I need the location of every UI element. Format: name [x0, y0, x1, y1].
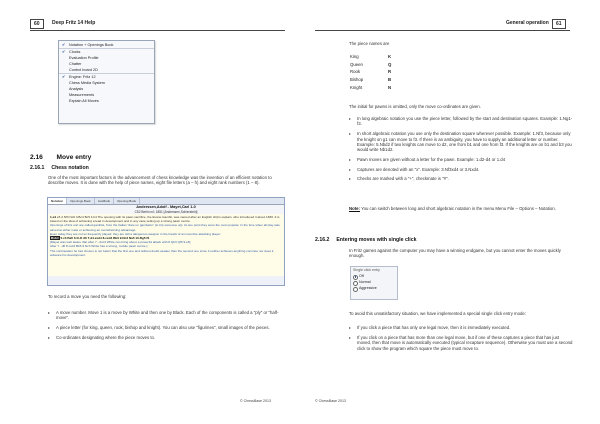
radio-option-label: Aggressive	[359, 286, 377, 290]
bullet-arrow-icon: ▸	[48, 334, 51, 340]
notation-tab[interactable]: Opening Book	[114, 198, 140, 204]
radio-option-label: Normal	[359, 280, 371, 284]
notation-tab[interactable]: Notation	[48, 198, 67, 204]
bullet-item	[349, 167, 574, 172]
bullet-item	[349, 157, 574, 162]
footer-left: © ChessBase 2013	[240, 399, 272, 403]
subsection-title-2: Entering moves with single click	[336, 237, 417, 243]
radio-option-label: Off	[359, 274, 364, 278]
notation-tabs	[48, 198, 284, 205]
section-heading	[30, 154, 91, 161]
piece-table	[350, 53, 391, 91]
page-number-left: 60	[30, 19, 44, 29]
piece-name: Bishop	[350, 77, 364, 83]
option-list	[351, 273, 397, 291]
note-paragraph	[349, 206, 574, 211]
running-head-left: Deep Fritz 14 Help	[52, 20, 96, 26]
bullet-text: A piece letter (for king, queen, rook, bishop and knight). You can also use "figurines", small images of the pieces.	[56, 325, 270, 331]
piece-row	[350, 61, 391, 69]
single-click-intro: In Fritz games against the computer you may have a winning endgame, but you cannot enter the moves quickly enough.	[349, 248, 561, 259]
bullet-text: A move number. Move 1 is a move by White and then one by Black. Each of the components is called a "ply" or "half-move".	[56, 310, 279, 321]
bullet-arrow-icon: ▸	[349, 166, 352, 172]
bullet-arrow-icon: ▸	[48, 325, 51, 331]
notation-comment: [Mayet was well aware that after 7...dxc3 White can bring about a powerful attack with 8.Qb3 Qf6 9.e5]	[50, 240, 191, 245]
menu-item-label: Explain All Moves	[69, 99, 99, 103]
notation-comment: The continuation he has chosen is not better that the first one and without doubt weaker than the second one since it neither achieves anything concrete nor does it advance his development.	[50, 248, 274, 257]
notation-body	[48, 214, 284, 276]
bullet-arrow-icon: ▸	[48, 310, 51, 315]
bullet-text: In long algebraic notation you use the piece letter, followed by the start and destination squares. Example: 1.Ng1-f3.	[357, 116, 573, 127]
footer-right: © ChessBase 2013	[315, 399, 347, 403]
checkmark-icon: ✔	[62, 49, 66, 54]
subsection-heading-2	[315, 237, 416, 243]
piece-name: Rook	[350, 69, 361, 75]
bullet-item	[48, 310, 283, 321]
checkmark-icon: ✔	[62, 42, 66, 47]
notation-comment: Even today they are not so frequently played; they are still a dangerous weapon in the hands of an inventive attacking player.	[50, 231, 221, 236]
left-bullet-list	[48, 310, 283, 345]
menu-item-label: Chatter	[69, 62, 82, 66]
subsection-title: Chess notation	[51, 165, 89, 171]
radio-button-icon	[353, 287, 358, 292]
right-page	[300, 0, 600, 424]
piece-symbol: Q	[388, 61, 392, 67]
menu-item[interactable]	[59, 42, 154, 49]
single-click-bullet-list	[349, 325, 574, 355]
menu-item-label: Clocks	[69, 50, 81, 54]
notation-line	[50, 215, 282, 223]
menu-item-label: Control board 2D	[69, 68, 98, 72]
notation-event: C52 Berlin m1 1851 [Anderssen,Schiersteld]	[48, 210, 284, 214]
bullet-item	[48, 335, 283, 340]
bullet-arrow-icon: ▸	[349, 325, 352, 330]
pawn-paragraph: The initial for pawns is omitted, only the move co-ordinates are given.	[349, 104, 481, 109]
menu-item-label: Chess Media System	[69, 81, 105, 85]
notation-window	[47, 197, 285, 286]
menu-item-label: Engine: Fritz 12	[69, 75, 96, 79]
notation-comment: Openings of this sort are called gambits, from the Italian "dare un gambetto" (to trip someone up). At one point they were the most popular. In the time when all play was aimed at either mate or achieving an overwhelming advantage.	[50, 223, 280, 232]
subsection-heading	[30, 165, 89, 171]
mode-intro: To avoid this unsatisfactory situation, we have implemented a special single click entry mode:	[349, 311, 526, 316]
running-head-right: General operation	[506, 20, 549, 26]
note-label: Note:	[349, 206, 360, 211]
piece-symbol: K	[388, 54, 392, 60]
piece-symbol: N	[388, 84, 392, 90]
menu-item-label: Analysis	[69, 87, 84, 91]
piece-symbol: R	[388, 69, 392, 75]
notation-tab[interactable]: Openings Book	[67, 198, 95, 204]
menu-item-label: Evaluation Profile	[69, 56, 99, 60]
subsection-number: 2.16.1	[30, 165, 45, 171]
section-title: Move entry	[56, 154, 92, 161]
bullet-item	[349, 116, 574, 127]
note-text: You can switch between long and short algebraic notation in the menu Menu File – Options – Notation.	[361, 206, 556, 211]
piece-symbol: B	[388, 77, 392, 83]
menu-item[interactable]	[59, 98, 154, 104]
bullet-arrow-icon: ▸	[349, 176, 352, 182]
bullet-arrow-icon: ▸	[349, 116, 352, 121]
header-rule-left	[30, 30, 285, 31]
single-click-option-box	[350, 266, 398, 300]
notation-comment: 5.c3 Ba5 6.O-O d6 7.d4 exd4 8.cxd4 Bb6 9.Nc3 Na5 10.Bg5 f6	[60, 236, 150, 241]
bullet-item	[349, 335, 574, 351]
subsection-number-2: 2.16.2	[315, 237, 330, 243]
bullet-arrow-icon: ▸	[349, 157, 352, 163]
piece-name: Queen	[350, 61, 363, 67]
option-box-title: Single click entry	[353, 268, 380, 272]
notation-line	[50, 223, 282, 231]
notation-tab[interactable]: LiveBook	[95, 198, 114, 204]
section-number: 2.16	[30, 154, 43, 161]
notation-comment: After 7...d6 8.cxd4 Bb6 9.Nc3 White has a strong, mobile pawn centre.]	[50, 244, 148, 249]
intro-paragraph: One of the most important factors in the advancement of chess knowledge was the invention of an efficient notation to describe moves. It is done with the help of piece names, eight file letters (a – h) and eight rank numbers (1 – 8).	[48, 175, 272, 186]
bullet-arrow-icon: ▸	[349, 131, 352, 137]
bullet-arrow-icon: ▸	[349, 334, 352, 340]
notation-comment: e5 2.Nf3 Nc6 3.Bc4 Bc5 4.b4 The opening with its pawn sacrifice, the Evans-Gambit, was named after an English ship's captain, who introduced it about 1830. It is based on the idea of achieving a lead in development and in any case setting up a strong pawn centre.	[50, 215, 280, 224]
notation-move[interactable]: Bxb4	[51, 236, 59, 241]
menu-item-label: Measurements	[69, 93, 95, 97]
bullet-text: Pawn moves are given without a letter for the pawn. Example: 1.d2-d4 or 1.d4	[357, 157, 506, 163]
bullet-item	[349, 176, 574, 181]
piece-row	[350, 76, 391, 84]
piece-intro: The piece names are	[349, 41, 390, 46]
page-number-right: 61	[552, 19, 566, 29]
bullet-text: Co-ordinates designating where the piece moves to.	[56, 334, 156, 340]
bullet-text: In short algebraic notation you use only the destination square wherever possible. Example: 1.Nf3, because only the knight on g1 can move to f3. If there is an ambiguity, you have to supply an additional letter or number. Example: 5.Nbd2 if two knights can move to d2, one from b1 and one from f3. If the knights are on b1 and b3 you would write Nb1d2.	[357, 131, 572, 153]
bullet-text: Checks are marked with a "+", checkmate is "#".	[357, 176, 449, 182]
piece-name: Knight	[350, 84, 363, 90]
notation-bullet-list	[349, 116, 574, 186]
view-menu-screenshot	[58, 40, 155, 124]
checkmark-icon: ✔	[62, 74, 66, 79]
radio-option[interactable]	[351, 285, 397, 291]
bullet-item	[48, 325, 283, 330]
notation-line	[50, 249, 282, 257]
menu-item-label: Notation + Openings Book	[69, 43, 114, 47]
notation-move[interactable]: 1.e4	[50, 215, 57, 219]
bullet-item	[349, 131, 574, 153]
piece-row	[350, 53, 391, 61]
menu-item[interactable]	[59, 67, 154, 74]
piece-row	[350, 83, 391, 91]
piece-row	[350, 68, 391, 76]
notation-players: Anderssen,Adolf - Mayet,Carl 1-0	[48, 205, 284, 210]
bullet-item	[349, 325, 574, 330]
bullet-text: If you click on a piece that has more than one legal move, but if one of these captures a piece that has just moved, then that move is automatically executed (typical recapture sequence). Otherwise you must use a second click to show the program which square the piece must move to.	[357, 334, 573, 351]
menu-list	[59, 41, 154, 104]
record-intro: To record a move you need the following:	[48, 294, 127, 299]
bullet-text: If you click a piece that has only one legal move, then it is immediately executed.	[357, 325, 511, 330]
header-rule-right	[315, 30, 570, 31]
piece-name: King	[350, 54, 359, 60]
bullet-text: Captures are denoted with an "x". Example: 3.Nf3xd4 or 3.Nxd4.	[357, 166, 480, 172]
